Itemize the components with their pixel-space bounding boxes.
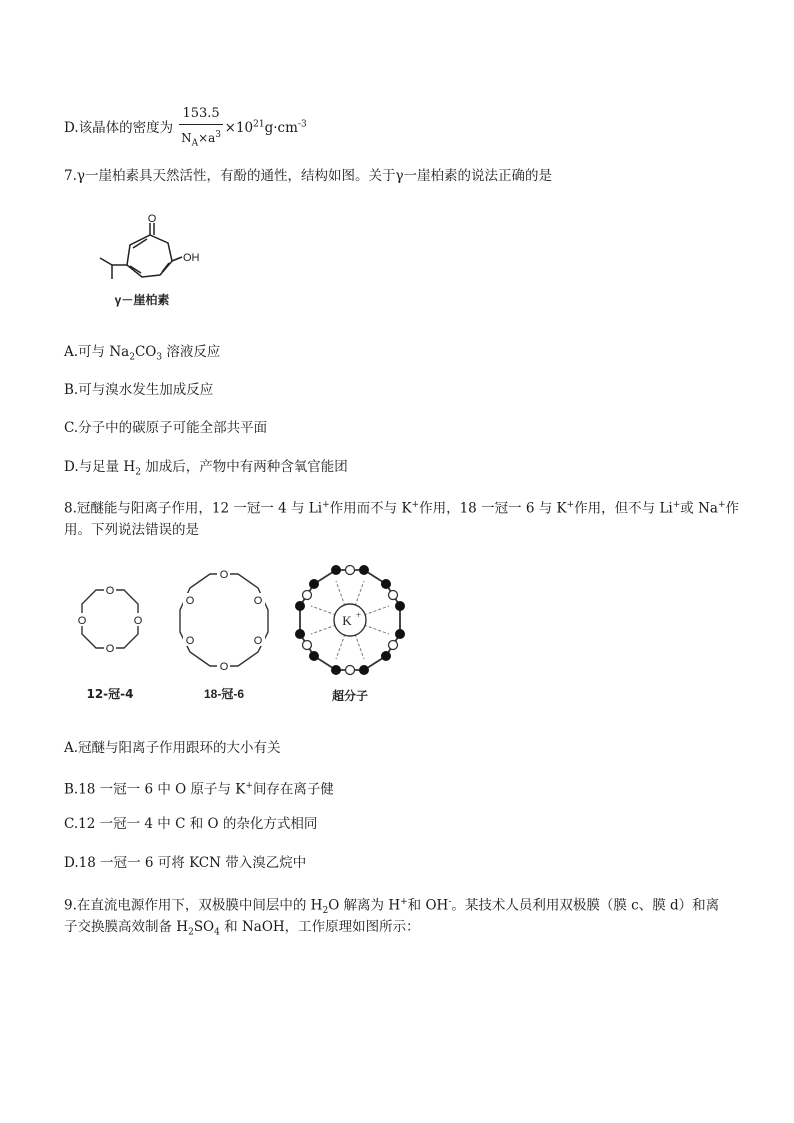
oxygen-atom: O — [105, 585, 115, 597]
q9-l2-sub2: 4 — [214, 927, 220, 938]
q7-d-sub: 2 — [135, 467, 141, 478]
q9-l2-a: 子交换膜高效制备 H — [64, 919, 189, 935]
k-charge-1: + — [411, 500, 420, 510]
q9-l1-a: 9.在直流电源作用下，双极膜中间层中的 H — [64, 897, 323, 914]
q8-stem-line1 — [64, 495, 739, 519]
q7-option-b: B.可与溴水发生加成反应 — [64, 382, 214, 398]
q7-option-a — [64, 342, 220, 368]
q7-stem: 7.γ一崖柏素具天然活性，有酚的通性，结构如图。关于γ一崖柏素的说法正确的是 — [64, 168, 553, 184]
den-sub: A — [191, 138, 199, 149]
q8-s2: 作用而不与 K — [329, 500, 412, 517]
q8-b-charge: + — [245, 781, 253, 791]
supramolecule-svg — [292, 562, 412, 704]
oxygen-atom: O — [219, 569, 229, 581]
crown-18-6-ring — [180, 574, 268, 666]
q9-stem-line2 — [64, 917, 420, 943]
crown-12-4-svg — [72, 582, 158, 702]
q8-option-c: C.12 一冠一 4 中 C 和 O 的杂化方式相同 — [64, 816, 318, 832]
q6-option-d-text: D.该晶体的密度为 — [64, 120, 174, 137]
structure-caption: γ－崖柏素 — [114, 293, 170, 307]
den-sup: 3 — [215, 130, 222, 140]
gamma-thujaplicin-structure — [72, 213, 212, 313]
oxygen-atom: O — [77, 615, 87, 627]
oxygen-atom: O — [185, 635, 195, 647]
fraction-denominator — [179, 125, 222, 153]
q8-stem-line2: 用。下列说法错误的是 — [64, 522, 199, 538]
q7-d-part2: 加成后，产物中有两种含氧官能团 — [140, 459, 348, 475]
times-ten: ×10 — [224, 120, 254, 137]
k-charge-2: + — [566, 500, 575, 510]
q7-a-part1: A.可与 Na — [64, 344, 130, 360]
crown-12-4-ring — [82, 590, 138, 648]
q7-a-sub1: 2 — [129, 352, 135, 363]
structure-svg — [72, 213, 212, 313]
q8-s6: 作 — [725, 500, 739, 517]
oxygen-atom: O — [219, 661, 229, 673]
q8-option-b — [64, 776, 334, 800]
density-unit: g·cm — [264, 120, 298, 137]
h-charge: + — [400, 897, 408, 907]
fraction-numerator: 153.5 — [179, 104, 222, 125]
q8-option-a: A.冠醚与阳离子作用跟环的大小有关 — [64, 740, 281, 756]
li-charge: + — [322, 500, 330, 510]
caption-supramolecule: 超分子 — [331, 689, 369, 703]
supramolecule-figure — [292, 562, 412, 704]
oxygen-atom: O — [253, 635, 263, 647]
k-ion-charge: + — [356, 610, 362, 620]
q8-s1: 8.冠醚能与阳离子作用，12 一冠一 4 与 Li — [64, 500, 323, 517]
q7-option-c: C.分子中的碳原子可能全部共平面 — [64, 420, 268, 436]
seven-membered-ring — [127, 235, 172, 277]
hydroxyl-label: OH — [183, 252, 200, 264]
q9-l1-sub: 2 — [322, 906, 329, 917]
carbonyl-o-label: O — [147, 213, 157, 225]
crown-18-6-svg — [170, 566, 280, 702]
q8-b-part1: B.18 一冠一 6 中 O 原子与 K — [64, 781, 246, 798]
q9-l2-e: 和 NaOH，工作原理如图所示： — [219, 919, 420, 935]
caption-12-crown-4: 12-冠-4 — [86, 687, 134, 701]
den-rest: ×a — [198, 131, 216, 145]
q9-l1-c: O 解离为 H — [328, 897, 401, 914]
oxygen-atom: O — [253, 595, 263, 607]
crown-18-6-figure — [170, 566, 280, 702]
q7-option-d — [64, 457, 348, 483]
q9-l1-f: 。某技术人员利用双极膜（膜 c、膜 d）和离 — [451, 897, 720, 914]
q7-a-sub2: 3 — [156, 352, 163, 363]
oxygen-atom: O — [185, 595, 195, 607]
li-charge-2: + — [672, 500, 681, 510]
q8-b-part2: 间存在离子健 — [252, 781, 334, 798]
q7-d-part1: D.与足量 H — [64, 459, 136, 475]
q9-l2-c: SO — [193, 919, 215, 935]
q9-l1-d: 和 OH — [407, 897, 449, 914]
q8-s4: 作用，但不与 Li — [574, 500, 673, 517]
q6-option-d — [64, 104, 307, 153]
q8-option-d: D.18 一冠一 6 可将 KCN 带入溴乙烷中 — [64, 855, 307, 871]
caption-18-crown-6: 18-冠-6 — [203, 687, 245, 701]
oh-charge: - — [448, 897, 452, 907]
q7-a-part3: 溶液反应 — [162, 344, 221, 360]
crown-12-4-figure — [72, 582, 158, 702]
na-charge: + — [717, 500, 726, 510]
oxygen-atom: O — [133, 615, 143, 627]
density-fraction — [179, 104, 222, 153]
oxygen-atom: O — [105, 643, 115, 655]
q8-s3: 作用，18 一冠一 6 与 K — [419, 500, 567, 517]
q9-l2-sub1: 2 — [188, 927, 194, 938]
unit-exponent: -3 — [297, 119, 307, 130]
exponent: 21 — [253, 119, 265, 130]
k-ion-label: K — [342, 613, 352, 628]
q8-s5: 或 Na — [680, 500, 718, 517]
den-n: N — [181, 131, 192, 145]
q7-a-part2: CO — [134, 344, 157, 360]
